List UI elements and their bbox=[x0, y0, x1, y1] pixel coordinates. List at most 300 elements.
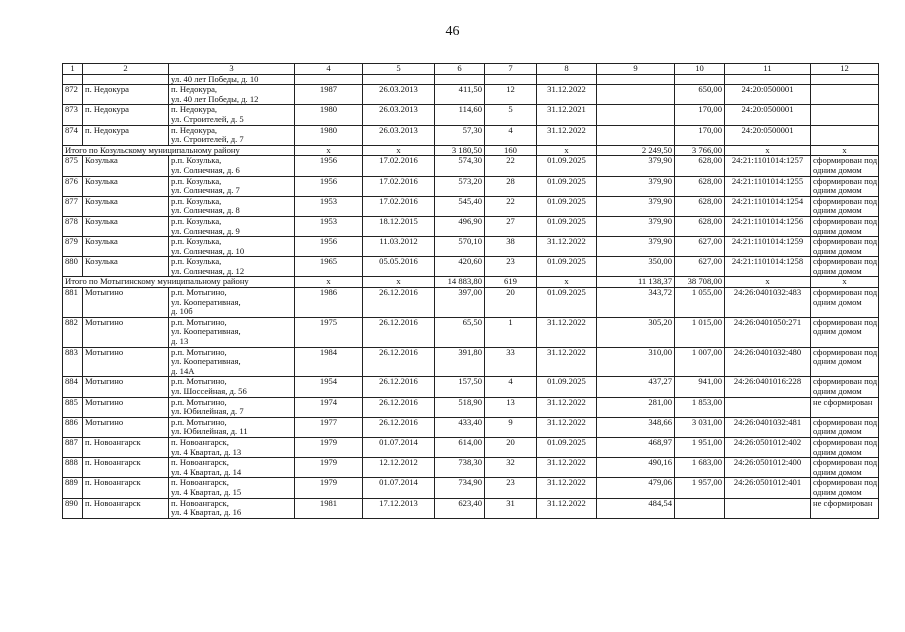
column-header: 5 bbox=[363, 64, 435, 75]
row-number: 883 bbox=[63, 347, 83, 377]
area-cell: 623,40 bbox=[435, 498, 485, 518]
value-cell: 1 055,00 bbox=[675, 288, 725, 318]
status-cell bbox=[811, 125, 879, 145]
column-header: 4 bbox=[295, 64, 363, 75]
status-cell-line: сформирован под bbox=[813, 457, 878, 468]
table-row bbox=[63, 237, 879, 257]
table-row bbox=[63, 176, 879, 196]
status-cell-line: сформирован под bbox=[813, 317, 878, 327]
address-cell bbox=[169, 196, 295, 216]
table-row bbox=[63, 216, 879, 236]
settlement-cell: Мотыгино bbox=[83, 347, 169, 377]
status-cell-line: сформирован под bbox=[813, 417, 878, 427]
total-row bbox=[63, 145, 879, 156]
status-cell-line: одним домом bbox=[813, 466, 862, 477]
total-cell: 160 bbox=[485, 145, 537, 156]
table-row bbox=[63, 437, 879, 457]
address-cell-line: ул. Строителей, д. 7 bbox=[171, 134, 244, 145]
address-cell-line: р.п. Козулька, bbox=[171, 196, 222, 206]
year-cell: 1977 bbox=[295, 417, 363, 437]
status-cell bbox=[811, 237, 879, 257]
residents-cell: 28 bbox=[485, 176, 537, 196]
address-cell-line: ул. Солнечная, д. 7 bbox=[171, 185, 240, 196]
settlement-cell: Козулька bbox=[83, 237, 169, 257]
deadline-cell: 31.12.2022 bbox=[537, 498, 597, 518]
value-cell: 941,00 bbox=[675, 377, 725, 397]
deadline-cell: 31.12.2022 bbox=[537, 237, 597, 257]
address-cell-line: д. 13 bbox=[171, 336, 189, 347]
total-cell: х bbox=[295, 145, 363, 156]
date-cell: 26.12.2016 bbox=[363, 417, 435, 437]
total-cell: х bbox=[537, 277, 597, 288]
year-cell: 1979 bbox=[295, 437, 363, 457]
column-header: 7 bbox=[485, 64, 537, 75]
address-cell-line: ул. Кооперативная, bbox=[171, 326, 241, 337]
address-cell-line: р.п. Мотыгино, bbox=[171, 287, 227, 298]
date-cell: 26.12.2016 bbox=[363, 317, 435, 347]
address-cell-line: ул. Юбилейная, д. 11 bbox=[171, 426, 248, 437]
deadline-cell: 31.12.2022 bbox=[537, 417, 597, 437]
deadline-cell: 31.12.2022 bbox=[537, 478, 597, 498]
column-header: 1 bbox=[63, 64, 83, 75]
address-cell bbox=[169, 478, 295, 498]
area-cell: 738,30 bbox=[435, 458, 485, 478]
status-cell bbox=[811, 85, 879, 105]
cadastral-cell: 24:20:0500001 bbox=[725, 125, 811, 145]
year-cell: 1986 bbox=[295, 288, 363, 318]
settlement-cell: п. Новоангарск bbox=[83, 498, 169, 518]
address-cell-line: ул. Шоссейная, д. 56 bbox=[171, 386, 247, 396]
status-cell-line: сформирован под bbox=[813, 176, 878, 186]
value-cell: 170,00 bbox=[675, 105, 725, 125]
cadastral-cell: 24:20:0500001 bbox=[725, 85, 811, 105]
year-cell: 1981 bbox=[295, 498, 363, 518]
table-row bbox=[63, 478, 879, 498]
status-cell-line: одним домом bbox=[813, 225, 862, 236]
settlement-cell: Козулька bbox=[83, 176, 169, 196]
cadastral-cell: 24:26:0401032:481 bbox=[725, 417, 811, 437]
area-cell: 614,00 bbox=[435, 437, 485, 457]
date-cell: 01.07.2014 bbox=[363, 478, 435, 498]
cadastral-cell: 24:26:0501012:401 bbox=[725, 478, 811, 498]
address-cell-line: ул. Юбилейная, д. 7 bbox=[171, 406, 244, 417]
status-cell-line: одним домом bbox=[813, 426, 862, 437]
deadline-cell: 31.12.2022 bbox=[537, 317, 597, 347]
status-cell bbox=[811, 458, 879, 478]
settlement-cell: Мотыгино bbox=[83, 317, 169, 347]
deadline-cell: 01.09.2025 bbox=[537, 437, 597, 457]
residents-cell: 20 bbox=[485, 437, 537, 457]
column-header: 10 bbox=[675, 64, 725, 75]
total-row bbox=[63, 277, 879, 288]
status-cell-line: сформирован под bbox=[813, 347, 878, 357]
area-cell: 496,90 bbox=[435, 216, 485, 236]
status-cell-line: сформирован под bbox=[813, 287, 878, 298]
year-cell: 1956 bbox=[295, 156, 363, 176]
address-cell-line: ул. Солнечная, д. 8 bbox=[171, 205, 240, 216]
year-cell: 1974 bbox=[295, 397, 363, 417]
table-row bbox=[63, 377, 879, 397]
status-cell-line: одним домом bbox=[813, 185, 862, 196]
total-cell: х bbox=[537, 145, 597, 156]
residents-cell: 20 bbox=[485, 288, 537, 318]
area-cell: 114,60 bbox=[435, 105, 485, 125]
status-cell bbox=[811, 257, 879, 277]
address-cell-line: ул. 4 Квартал, д. 15 bbox=[171, 486, 242, 497]
address-cell-line: р.п. Козулька, bbox=[171, 236, 222, 247]
address-cell-line: р.п. Козулька, bbox=[171, 155, 222, 166]
status-cell-line: сформирован под bbox=[813, 376, 878, 387]
total-cell: х bbox=[811, 145, 879, 156]
value-cell: 628,00 bbox=[675, 196, 725, 216]
column-header: 3 bbox=[169, 64, 295, 75]
settlement-cell: п. Новоангарск bbox=[83, 478, 169, 498]
value-cell: 484,54 bbox=[597, 498, 675, 518]
row-number: 879 bbox=[63, 237, 83, 257]
date-cell: 17.12.2013 bbox=[363, 498, 435, 518]
row-number: 882 bbox=[63, 317, 83, 347]
residents-cell: 13 bbox=[485, 397, 537, 417]
row-number: 887 bbox=[63, 437, 83, 457]
status-cell bbox=[811, 347, 879, 377]
value-cell: 305,20 bbox=[597, 317, 675, 347]
value-cell: 350,00 bbox=[597, 257, 675, 277]
row-number: 878 bbox=[63, 216, 83, 236]
value-cell bbox=[597, 85, 675, 105]
value-cell: 343,72 bbox=[597, 288, 675, 318]
row-number: 872 bbox=[63, 85, 83, 105]
column-header: 8 bbox=[537, 64, 597, 75]
deadline-cell: 31.12.2022 bbox=[537, 397, 597, 417]
status-cell-line: одним домом bbox=[813, 446, 862, 457]
residents-cell: 22 bbox=[485, 196, 537, 216]
residents-cell: 12 bbox=[485, 85, 537, 105]
value-cell bbox=[597, 105, 675, 125]
year-cell: 1953 bbox=[295, 216, 363, 236]
address-cell-line: ул. Строителей, д. 5 bbox=[171, 113, 244, 124]
deadline-cell: 31.12.2021 bbox=[537, 105, 597, 125]
address-cell bbox=[169, 417, 295, 437]
status-cell-line: сформирован под bbox=[813, 216, 878, 226]
address-cell bbox=[169, 288, 295, 318]
value-cell: 628,00 bbox=[675, 216, 725, 236]
year-cell: 1965 bbox=[295, 257, 363, 277]
address-cell-line: д. 14А bbox=[171, 365, 195, 376]
total-cell: 11 138,37 bbox=[597, 277, 675, 288]
settlement-cell: п. Недокура bbox=[83, 85, 169, 105]
cadastral-cell: 24:21:1101014:1257 bbox=[725, 156, 811, 176]
status-cell-line: одним домом bbox=[813, 486, 862, 497]
address-cell-line: р.п. Мотыгино, bbox=[171, 317, 227, 327]
table-row bbox=[63, 347, 879, 377]
status-cell-line: сформирован под bbox=[813, 236, 878, 247]
address-cell-line: ул. 4 Квартал, д. 14 bbox=[171, 466, 242, 477]
residents-cell: 5 bbox=[485, 105, 537, 125]
deadline-cell: 01.09.2025 bbox=[537, 216, 597, 236]
status-cell bbox=[811, 196, 879, 216]
cadastral-cell: 24:26:0401016:228 bbox=[725, 377, 811, 397]
residents-cell: 32 bbox=[485, 458, 537, 478]
address-cell: ул. 40 лет Победы, д. 10 bbox=[169, 74, 295, 85]
year-cell: 1987 bbox=[295, 85, 363, 105]
value-cell: 348,66 bbox=[597, 417, 675, 437]
total-cell: х bbox=[363, 145, 435, 156]
residents-cell: 33 bbox=[485, 347, 537, 377]
deadline-cell: 01.09.2025 bbox=[537, 288, 597, 318]
deadline-cell: 01.09.2025 bbox=[537, 176, 597, 196]
status-cell bbox=[811, 397, 879, 417]
row-number: 874 bbox=[63, 125, 83, 145]
date-cell: 26.12.2016 bbox=[363, 377, 435, 397]
status-cell bbox=[811, 156, 879, 176]
cadastral-cell bbox=[725, 397, 811, 417]
value-cell: 379,90 bbox=[597, 176, 675, 196]
year-cell: 1980 bbox=[295, 105, 363, 125]
total-cell: 14 883,80 bbox=[435, 277, 485, 288]
address-cell-line: р.п. Козулька, bbox=[171, 176, 222, 186]
column-header: 11 bbox=[725, 64, 811, 75]
continuation-row bbox=[63, 74, 879, 85]
address-cell bbox=[169, 125, 295, 145]
cadastral-cell: 24:26:0401032:483 bbox=[725, 288, 811, 318]
cadastral-cell bbox=[725, 498, 811, 518]
value-cell: 437,27 bbox=[597, 377, 675, 397]
year-cell: 1979 bbox=[295, 458, 363, 478]
address-cell bbox=[169, 216, 295, 236]
address-cell-line: р.п. Мотыгино, bbox=[171, 376, 227, 387]
deadline-cell: 31.12.2022 bbox=[537, 458, 597, 478]
total-cell: 2 249,50 bbox=[597, 145, 675, 156]
value-cell: 1 853,00 bbox=[675, 397, 725, 417]
status-cell-line: сформирован под bbox=[813, 196, 878, 206]
area-cell: 411,50 bbox=[435, 85, 485, 105]
cadastral-cell: 24:26:0501012:400 bbox=[725, 458, 811, 478]
table-row bbox=[63, 156, 879, 176]
year-cell: 1956 bbox=[295, 176, 363, 196]
cadastral-cell: 24:26:0401050:271 bbox=[725, 317, 811, 347]
address-cell bbox=[169, 105, 295, 125]
total-cell: х bbox=[725, 145, 811, 156]
table-row bbox=[63, 417, 879, 437]
residents-cell: 23 bbox=[485, 478, 537, 498]
area-cell: 570,10 bbox=[435, 237, 485, 257]
status-cell-line: сформирован под bbox=[813, 155, 878, 166]
row-number: 889 bbox=[63, 478, 83, 498]
address-cell bbox=[169, 437, 295, 457]
status-cell-line: одним домом bbox=[813, 205, 862, 216]
date-cell: 11.03.2012 bbox=[363, 237, 435, 257]
status-cell bbox=[811, 437, 879, 457]
value-cell: 479,06 bbox=[597, 478, 675, 498]
deadline-cell: 31.12.2022 bbox=[537, 85, 597, 105]
table-row bbox=[63, 125, 879, 145]
date-cell: 18.12.2015 bbox=[363, 216, 435, 236]
row-number: 880 bbox=[63, 257, 83, 277]
date-cell: 26.12.2016 bbox=[363, 288, 435, 318]
cadastral-cell: 24:20:0500001 bbox=[725, 105, 811, 125]
value-cell: 628,00 bbox=[675, 176, 725, 196]
total-cell: 38 708,00 bbox=[675, 277, 725, 288]
settlement-cell: Козулька bbox=[83, 257, 169, 277]
date-cell: 05.05.2016 bbox=[363, 257, 435, 277]
table-row bbox=[63, 317, 879, 347]
date-cell: 26.12.2016 bbox=[363, 347, 435, 377]
table-row bbox=[63, 397, 879, 417]
column-header: 2 bbox=[83, 64, 169, 75]
value-cell: 490,16 bbox=[597, 458, 675, 478]
year-cell: 1984 bbox=[295, 347, 363, 377]
deadline-cell: 31.12.2022 bbox=[537, 125, 597, 145]
date-cell: 26.12.2016 bbox=[363, 397, 435, 417]
value-cell: 1 951,00 bbox=[675, 437, 725, 457]
settlement-cell: Мотыгино bbox=[83, 397, 169, 417]
address-cell bbox=[169, 377, 295, 397]
value-cell: 310,00 bbox=[597, 347, 675, 377]
deadline-cell: 31.12.2022 bbox=[537, 347, 597, 377]
address-cell-line: ул. 4 Квартал, д. 13 bbox=[171, 446, 242, 457]
row-number: 881 bbox=[63, 288, 83, 318]
cadastral-cell: 24:21:1101014:1255 bbox=[725, 176, 811, 196]
status-cell-line: не сформирован bbox=[813, 397, 873, 407]
value-cell: 281,00 bbox=[597, 397, 675, 417]
deadline-cell: 01.09.2025 bbox=[537, 377, 597, 397]
deadline-cell: 01.09.2025 bbox=[537, 156, 597, 176]
status-cell-line: одним домом bbox=[813, 386, 862, 396]
row-number: 876 bbox=[63, 176, 83, 196]
status-cell bbox=[811, 317, 879, 347]
total-label: Итого по Мотыгинскому муниципальному району bbox=[63, 277, 295, 288]
address-cell bbox=[169, 257, 295, 277]
address-cell bbox=[169, 176, 295, 196]
status-cell-line: сформирован под bbox=[813, 256, 878, 267]
column-header: 9 bbox=[597, 64, 675, 75]
status-cell-line: одним домом bbox=[813, 164, 862, 175]
area-cell: 545,40 bbox=[435, 196, 485, 216]
status-cell bbox=[811, 105, 879, 125]
total-label: Итого по Козульскому муниципальному району bbox=[63, 145, 295, 156]
status-cell-line: одним домом bbox=[813, 356, 862, 367]
date-cell: 26.03.2013 bbox=[363, 105, 435, 125]
status-cell-line: одним домом bbox=[813, 245, 862, 256]
date-cell: 17.02.2016 bbox=[363, 156, 435, 176]
address-cell-line: р.п. Козулька, bbox=[171, 256, 222, 267]
settlement-cell: Мотыгино bbox=[83, 377, 169, 397]
value-cell: 650,00 bbox=[675, 85, 725, 105]
row-number: 884 bbox=[63, 377, 83, 397]
area-cell: 734,90 bbox=[435, 478, 485, 498]
value-cell: 468,97 bbox=[597, 437, 675, 457]
deadline-cell: 01.09.2025 bbox=[537, 196, 597, 216]
address-cell bbox=[169, 347, 295, 377]
status-cell-line: одним домом bbox=[813, 265, 862, 276]
value-cell bbox=[675, 498, 725, 518]
total-cell: х bbox=[811, 277, 879, 288]
settlement-cell: Мотыгино bbox=[83, 288, 169, 318]
settlement-cell: Козулька bbox=[83, 156, 169, 176]
value-cell: 627,00 bbox=[675, 237, 725, 257]
area-cell: 420,60 bbox=[435, 257, 485, 277]
value-cell: 379,90 bbox=[597, 237, 675, 257]
area-cell: 65,50 bbox=[435, 317, 485, 347]
settlement-cell: п. Новоангарск bbox=[83, 437, 169, 457]
status-cell bbox=[811, 417, 879, 437]
residents-cell: 23 bbox=[485, 257, 537, 277]
residents-cell: 1 bbox=[485, 317, 537, 347]
status-cell bbox=[811, 288, 879, 318]
table-row bbox=[63, 498, 879, 518]
cadastral-cell: 24:21:1101014:1259 bbox=[725, 237, 811, 257]
area-cell: 433,40 bbox=[435, 417, 485, 437]
value-cell: 1 957,00 bbox=[675, 478, 725, 498]
row-number: 890 bbox=[63, 498, 83, 518]
table-row bbox=[63, 458, 879, 478]
date-cell: 17.02.2016 bbox=[363, 176, 435, 196]
value-cell: 1 015,00 bbox=[675, 317, 725, 347]
total-cell: 3 766,00 bbox=[675, 145, 725, 156]
settlement-cell: п. Недокура bbox=[83, 125, 169, 145]
settlement-cell: п. Недокура bbox=[83, 105, 169, 125]
row-number: 886 bbox=[63, 417, 83, 437]
address-cell-line: р.п. Мотыгино, bbox=[171, 417, 227, 427]
residents-cell: 9 bbox=[485, 417, 537, 437]
value-cell: 1 683,00 bbox=[675, 458, 725, 478]
cadastral-cell: 24:21:1101014:1256 bbox=[725, 216, 811, 236]
deadline-cell: 01.09.2025 bbox=[537, 257, 597, 277]
address-cell-line: р.п. Мотыгино, bbox=[171, 397, 227, 407]
residents-cell: 38 bbox=[485, 237, 537, 257]
row-number: 888 bbox=[63, 458, 83, 478]
value-cell: 379,90 bbox=[597, 216, 675, 236]
address-cell-line: р.п. Козулька, bbox=[171, 216, 222, 226]
value-cell: 1 007,00 bbox=[675, 347, 725, 377]
date-cell: 26.03.2013 bbox=[363, 85, 435, 105]
settlement-cell: Мотыгино bbox=[83, 417, 169, 437]
residents-cell: 27 bbox=[485, 216, 537, 236]
value-cell: 170,00 bbox=[675, 125, 725, 145]
status-cell-line: не сформирован bbox=[813, 498, 873, 508]
year-cell: 1979 bbox=[295, 478, 363, 498]
address-cell-line: п. Новоангарск, bbox=[171, 498, 229, 508]
page-number: 46 bbox=[445, 24, 460, 39]
row-number: 875 bbox=[63, 156, 83, 176]
area-cell: 157,50 bbox=[435, 377, 485, 397]
table-row bbox=[63, 196, 879, 216]
area-cell: 57,30 bbox=[435, 125, 485, 145]
address-cell bbox=[169, 498, 295, 518]
status-cell-line: сформирован под bbox=[813, 437, 878, 447]
residents-cell: 4 bbox=[485, 125, 537, 145]
address-cell-line: ул. 4 Квартал, д. 16 bbox=[171, 507, 242, 518]
address-cell-line: р.п. Мотыгино, bbox=[171, 347, 227, 357]
value-cell: 628,00 bbox=[675, 156, 725, 176]
cadastral-cell: 24:26:0501012:402 bbox=[725, 437, 811, 457]
housing-table bbox=[62, 63, 879, 519]
address-cell-line: ул. Кооперативная, bbox=[171, 356, 241, 367]
date-cell: 17.02.2016 bbox=[363, 196, 435, 216]
row-number: 873 bbox=[63, 105, 83, 125]
address-cell bbox=[169, 156, 295, 176]
year-cell: 1956 bbox=[295, 237, 363, 257]
total-cell: х bbox=[295, 277, 363, 288]
settlement-cell: Козулька bbox=[83, 196, 169, 216]
area-cell: 573,20 bbox=[435, 176, 485, 196]
address-cell bbox=[169, 237, 295, 257]
address-cell-line: п. Новоангарск, bbox=[171, 437, 229, 447]
year-cell: 1975 bbox=[295, 317, 363, 347]
status-cell-line: одним домом bbox=[813, 326, 862, 337]
value-cell bbox=[597, 125, 675, 145]
row-number: 877 bbox=[63, 196, 83, 216]
